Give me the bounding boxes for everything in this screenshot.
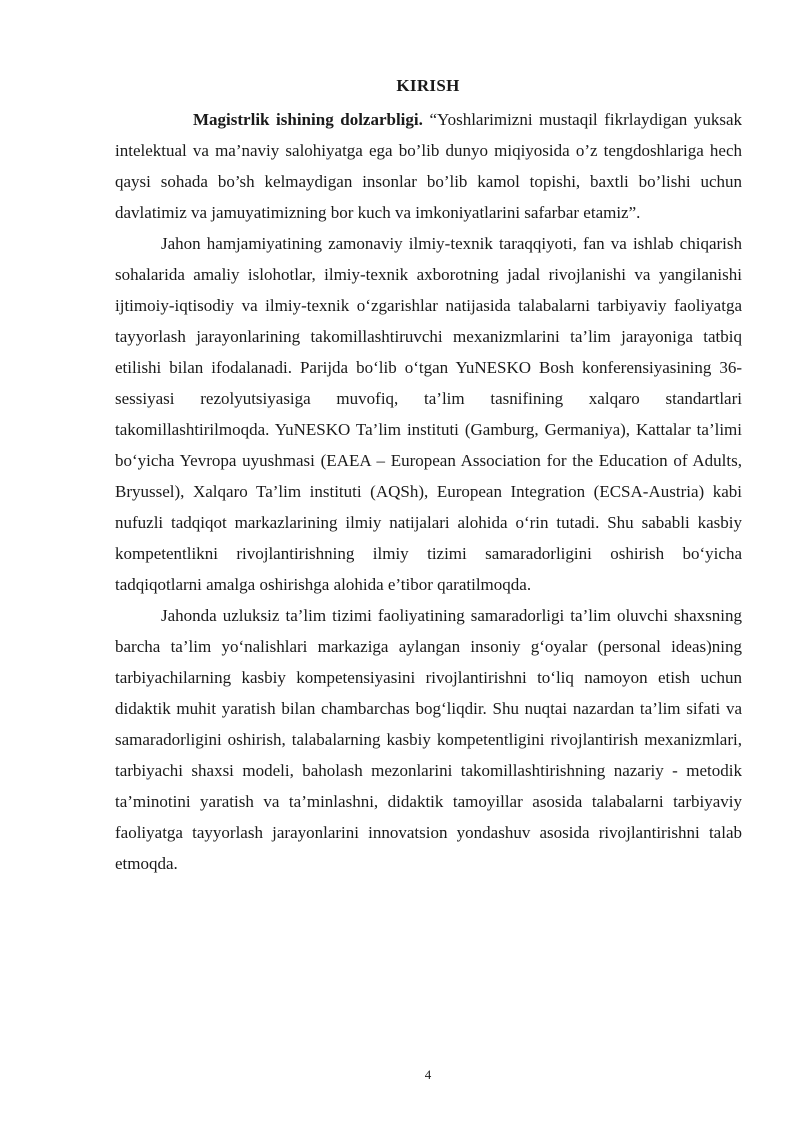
paragraph-relevance xyxy=(115,104,742,228)
paragraph-global-progress: Jahon hamjamiyatining zamonaviy ilmiy-texnik taraqqiyoti, fan va ishlab chiqarish sohalarida amaliy islohotlar, ilmiy-texnik axborotning jadal rivojlanishi va yangilanishi ijtimoiy-iqtisodiy va ilmiy-texnik o‘zgarishlar natijasida talabalarni tarbiyaviy faoliyatga tayyorlash jarayonlarining takomillashtiruvchi mexanizmlarini ta’lim jarayoniga tatbiq etilishi bilan ifodalanadi. Parijda bo‘lib o‘tgan YuNESKO Bosh konferensiyasining 36-sessiyasi rezolyutsiyasiga muvofiq, ta’lim tasnifining xalqaro standartlari takomillashtirilmoqda. YuNESKO Ta’lim instituti (Gamburg, Germaniya), Kattalar ta’limi bo‘yicha Yevropa uyushmasi (EAEA – European Association for the Education of Adults, Bryussel), Xalqaro Ta’lim instituti (AQSh), European Integration (ECSA-Austria) kabi nufuzli tadqiqot markazlarining ilmiy natijalari alohida o‘rin tutadi. Shu sababli kasbiy kompetentlikni rivojlantirishning ilmiy tizimi samaradorligini oshirish bo‘yicha tadqiqotlarni amalga oshirishga alohida e’tibor qaratilmoqda. xyxy=(115,234,742,594)
page-title: KIRISH xyxy=(396,76,460,95)
page-number: 4 xyxy=(424,1067,432,1082)
paragraph-quote: “Yoshlarimizni mustaqil fikrlaydigan yuksak intelektual va ma’naviy salohiyatga ega bo’lib dunyo miqiyosida o’z tengdoshlariga hech qaysi sohada bo’sh kelmaydigan insonlar bo’lib kamol topishi, baxtli bo’lishi uchun davlatimiz va jamuyatimizning bor kuch va imkoniyatlarini safarbar etamiz”. xyxy=(115,110,743,222)
paragraph-continuous-education: Jahonda uzluksiz ta’lim tizimi faoliyatining samaradorligi ta’lim oluvchi shaxsning barcha ta’lim yo‘nalishlari markaziga aylangan insoniy g‘oyalar (personal ideas)ning tarbiyachilarning kasbiy kompetensiyasini rivojlantirishni to‘liq namoyon etish uchun didaktik muhit yaratish bilan chambarchas bog‘liqdir. Shu nuqtai nazardan ta’lim sifati va samaradorligini oshirish, talabalarning kasbiy kompetentligini rivojlantirish mexanizmlari, tarbiyachi shaxsi modeli, baholash mezonlarini takomillashtirishning nazariy - metodik ta’minotini yaratish va ta’minlashni, didaktik tamoyillar asosida talabalarni tarbiyaviy faoliyatga tayyorlash jarayonlarini innovatsion yondashuv asosida rivojlantirishni talab etmoqda. xyxy=(115,606,742,873)
paragraph-lead: Magistrlik ishining dolzarbligi. xyxy=(193,110,423,129)
document-body xyxy=(115,104,742,879)
